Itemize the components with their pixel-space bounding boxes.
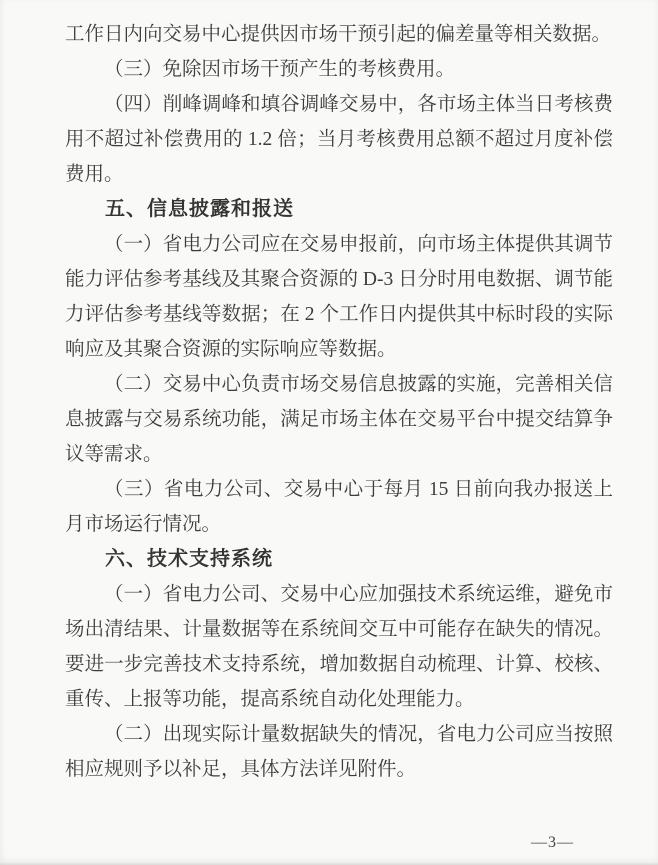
paragraph-6-item-1-system-maintenance: （一）省电力公司、交易中心应加强技术系统运维，避免市场出清结果、计量数据等在系统间交互中可能存在缺失的情况。要进一步完善技术支持系统，增加数据自动梳理、计算、校核、重传、上报等功能，提高系统自动化处理能力。 [65, 584, 613, 710]
paragraph-carryover: 工作日内向交易中心提供因市场干预引起的偏差量等相关数据。 [65, 24, 612, 45]
paragraph-5-item-2-trading-center-disclosure: （二）交易中心负责市场交易信息披露的实施，完善相关信息披露与交易系统功能，满足市场主体在交易平台中提交结算争议等需求。 [65, 374, 613, 465]
section-heading-5-information-disclosure: 五、信息披露和报送 [105, 198, 294, 220]
section-heading-6-technical-support-system: 六、技术支持系统 [105, 548, 273, 570]
paragraph-5-item-1-baseline-data: （一）省电力公司应在交易申报前，向市场主体提供其调节能力评估参考基线及其聚合资源的 D-3 日分时用电数据、调节能力评估参考基线等数据；在 2 个工作日内提供其中标时段的实际响应及其聚合资源的实际响应等数据。 [65, 234, 613, 360]
page-number: —3— [531, 834, 574, 851]
paragraph-item-3-market-intervention: （三）免除因市场干预产生的考核费用。 [104, 59, 456, 80]
paragraph-5-item-3-monthly-report: （三）省电力公司、交易中心于每月 15 日前向我办报送上月市场运行情况。 [65, 479, 613, 535]
document-body [65, 17, 613, 787]
paragraph-item-4-assessment-fee-cap: （四）削峰调峰和填谷调峰交易中，各市场主体当日考核费用不超过补偿费用的 1.2 倍；当月考核费用总额不超过月度补偿费用。 [65, 94, 613, 185]
paragraph-6-item-2-missing-metering-data: （二）出现实际计量数据缺失的情况，省电力公司应当按照相应规则予以补足，具体方法详见附件。 [65, 724, 613, 780]
